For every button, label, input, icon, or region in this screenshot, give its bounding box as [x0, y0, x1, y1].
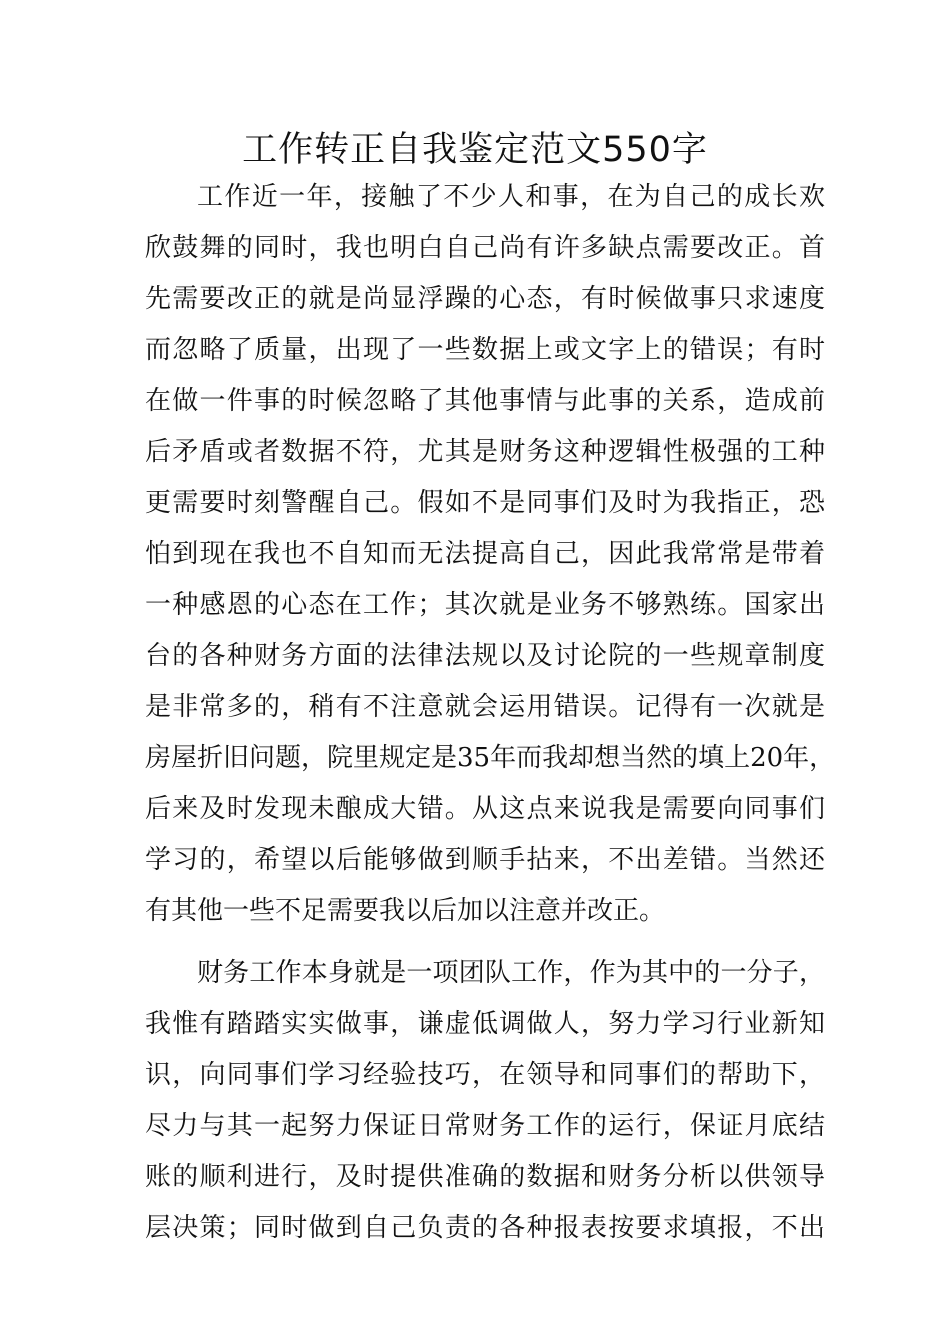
document-title: 工作转正自我鉴定范文550字	[242, 130, 708, 170]
paragraph-1-line-10: 台的各种财务方面的法律法规以及讨论院的一些规章制度	[145, 641, 825, 671]
paragraph-1-line-11: 是非常多的，稍有不注意就会运用错误。记得有一次就是	[145, 692, 825, 722]
paragraph-1-line-15: 有其他一些不足需要我以后加以注意并改正。	[145, 896, 666, 926]
paragraph-2-line-3: 识，向同事们学习经验技巧，在领导和同事们的帮助下，	[145, 1060, 825, 1090]
paragraph-1-line-3: 先需要改正的就是尚显浮躁的心态，有时候做事只求速度	[145, 284, 825, 314]
paragraph-1-line-9: 一种感恩的心态在工作；其次就是业务不够熟练。国家出	[145, 590, 825, 620]
paragraph-1-line-14: 学习的，希望以后能够做到顺手拈来，不出差错。当然还	[145, 845, 825, 875]
paragraph-1-line-7: 更需要时刻警醒自己。假如不是同事们及时为我指正，恐	[145, 488, 825, 518]
paragraph-1-line-5: 在做一件事的时候忽略了其他事情与此事的关系，造成前	[145, 386, 825, 416]
paragraph-1-line-1: 工作近一年，接触了不少人和事，在为自己的成长欢	[197, 182, 825, 212]
paragraph-1-line-2: 欣鼓舞的同时，我也明白自己尚有许多缺点需要改正。首	[145, 233, 825, 263]
paragraph-2-line-6: 层决策；同时做到自己负责的各种报表按要求填报，不出	[145, 1213, 825, 1243]
paragraph-2-line-2: 我惟有踏踏实实做事，谦虚低调做人，努力学习行业新知	[145, 1009, 825, 1039]
paragraph-2-line-5: 账的顺利进行，及时提供准确的数据和财务分析以供领导	[145, 1162, 825, 1192]
paragraph-1-line-6: 后矛盾或者数据不符，尤其是财务这种逻辑性极强的工种	[145, 437, 825, 467]
paragraph-2-line-4: 尽力与其一起努力保证日常财务工作的运行，保证月底结	[145, 1111, 825, 1141]
paragraph-2-line-1: 财务工作本身就是一项团队工作，作为其中的一分子，	[197, 958, 825, 988]
paragraph-1-line-13: 后来及时发现未酿成大错。从这点来说我是需要向同事们	[145, 794, 825, 824]
paragraph-1-line-12: 房屋折旧问题，院里规定是35年而我却想当然的填上20年，	[145, 743, 836, 773]
paragraph-1-line-4: 而忽略了质量，出现了一些数据上或文字上的错误；有时	[145, 335, 825, 365]
paragraph-1-line-8: 怕到现在我也不自知而无法提高自己，因此我常常是带着	[145, 539, 825, 569]
